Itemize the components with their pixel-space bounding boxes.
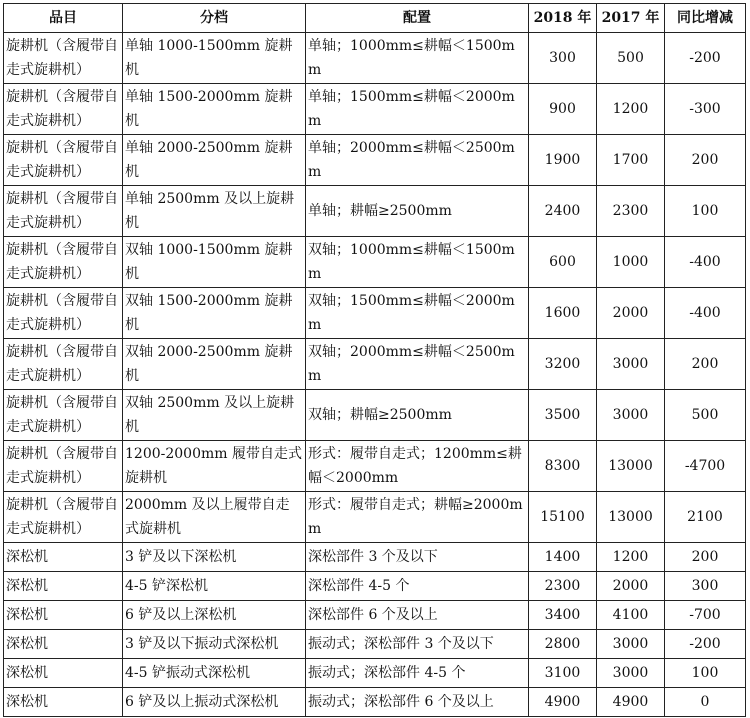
cell-change: -700 [665,601,746,630]
cell-2018: 900 [529,84,597,135]
header-grade: 分档 [123,4,306,33]
cell-config: 双轴；1500mm≤耕幅＜2000mm [306,288,529,339]
cell-grade: 6 铲及以上振动式深松机 [123,688,306,717]
cell-2018: 1600 [529,288,597,339]
cell-change: -200 [665,33,746,84]
cell-2017: 2000 [597,572,665,601]
table-row [4,441,746,492]
table-row [4,237,746,288]
cell-2017: 3000 [597,659,665,688]
cell-2017: 4900 [597,688,665,717]
cell-change: 200 [665,339,746,390]
cell-config: 单轴；1000mm≤耕幅＜1500mm [306,33,529,84]
cell-2017: 13000 [597,492,665,543]
cell-2018: 3200 [529,339,597,390]
cell-2017: 2000 [597,288,665,339]
cell-config: 形式：履带自走式；耕幅≥2000mm [306,492,529,543]
cell-2018: 3400 [529,601,597,630]
table-row [4,288,746,339]
cell-grade: 4-5 铲振动式深松机 [123,659,306,688]
cell-category: 旋耕机（含履带自走式旋耕机） [4,288,123,339]
cell-config: 深松部件 6 个及以上 [306,601,529,630]
cell-2018: 2300 [529,572,597,601]
cell-grade: 2000mm 及以上履带自走式旋耕机 [123,492,306,543]
cell-2017: 3000 [597,630,665,659]
table-row [4,630,746,659]
cell-grade: 双轴 1500-2000mm 旋耕机 [123,288,306,339]
cell-category: 深松机 [4,688,123,717]
cell-config: 深松部件 3 个及以下 [306,543,529,572]
cell-2017: 4100 [597,601,665,630]
cell-2018: 15100 [529,492,597,543]
table-row [4,601,746,630]
cell-category: 深松机 [4,630,123,659]
cell-category: 旋耕机（含履带自走式旋耕机） [4,492,123,543]
cell-2017: 1200 [597,543,665,572]
cell-category: 深松机 [4,572,123,601]
cell-2018: 3500 [529,390,597,441]
table-row [4,543,746,572]
subsidy-table [3,3,746,717]
cell-config: 振动式；深松部件 4-5 个 [306,659,529,688]
cell-config: 单轴；耕幅≥2500mm [306,186,529,237]
cell-category: 旋耕机（含履带自走式旋耕机） [4,186,123,237]
cell-2018: 8300 [529,441,597,492]
cell-change: 100 [665,186,746,237]
cell-grade: 6 铲及以上深松机 [123,601,306,630]
cell-grade: 单轴 1000-1500mm 旋耕机 [123,33,306,84]
cell-2018: 1900 [529,135,597,186]
cell-config: 双轴；2000mm≤耕幅＜2500mm [306,339,529,390]
header-row [4,4,746,33]
cell-change: 100 [665,659,746,688]
cell-grade: 单轴 2000-2500mm 旋耕机 [123,135,306,186]
cell-2017: 3000 [597,339,665,390]
cell-change: 2100 [665,492,746,543]
cell-grade: 1200-2000mm 履带自走式旋耕机 [123,441,306,492]
cell-2018: 300 [529,33,597,84]
cell-2018: 600 [529,237,597,288]
header-2017: 2017 年 [597,4,665,33]
table-row [4,659,746,688]
cell-change: 200 [665,135,746,186]
cell-2018: 2400 [529,186,597,237]
cell-config: 振动式；深松部件 3 个及以下 [306,630,529,659]
cell-change: -400 [665,288,746,339]
cell-config: 单轴；2000mm≤耕幅＜2500mm [306,135,529,186]
cell-category: 旋耕机（含履带自走式旋耕机） [4,339,123,390]
cell-grade: 3 铲及以下振动式深松机 [123,630,306,659]
cell-change: -200 [665,630,746,659]
cell-change: 300 [665,572,746,601]
table-row [4,339,746,390]
cell-category: 深松机 [4,543,123,572]
cell-2018: 3100 [529,659,597,688]
cell-change: -400 [665,237,746,288]
cell-2017: 13000 [597,441,665,492]
cell-2017: 500 [597,33,665,84]
cell-config: 振动式；深松部件 6 个及以上 [306,688,529,717]
cell-category: 旋耕机（含履带自走式旋耕机） [4,390,123,441]
cell-grade: 双轴 2500mm 及以上旋耕机 [123,390,306,441]
cell-config: 形式：履带自走式；1200mm≤耕幅＜2000mm [306,441,529,492]
cell-2018: 4900 [529,688,597,717]
table-row [4,492,746,543]
cell-category: 旋耕机（含履带自走式旋耕机） [4,237,123,288]
cell-category: 深松机 [4,601,123,630]
table-row [4,186,746,237]
cell-category: 旋耕机（含履带自走式旋耕机） [4,441,123,492]
header-config: 配置 [306,4,529,33]
cell-grade: 4-5 铲深松机 [123,572,306,601]
table-row [4,84,746,135]
table-row [4,33,746,84]
cell-config: 单轴；1500mm≤耕幅＜2000mm [306,84,529,135]
cell-change: -300 [665,84,746,135]
cell-grade: 双轴 1000-1500mm 旋耕机 [123,237,306,288]
cell-2018: 1400 [529,543,597,572]
cell-2017: 1000 [597,237,665,288]
cell-2017: 1200 [597,84,665,135]
header-change: 同比增减 [665,4,746,33]
cell-config: 双轴；耕幅≥2500mm [306,390,529,441]
cell-grade: 3 铲及以下深松机 [123,543,306,572]
cell-2018: 2800 [529,630,597,659]
cell-2017: 3000 [597,390,665,441]
table-row [4,688,746,717]
cell-change: -4700 [665,441,746,492]
cell-grade: 单轴 1500-2000mm 旋耕机 [123,84,306,135]
table-row [4,135,746,186]
cell-category: 旋耕机（含履带自走式旋耕机） [4,84,123,135]
cell-change: 500 [665,390,746,441]
cell-config: 深松部件 4-5 个 [306,572,529,601]
header-2018: 2018 年 [529,4,597,33]
cell-change: 200 [665,543,746,572]
cell-2017: 2300 [597,186,665,237]
cell-change: 0 [665,688,746,717]
cell-category: 旋耕机（含履带自走式旋耕机） [4,135,123,186]
cell-grade: 单轴 2500mm 及以上旋耕机 [123,186,306,237]
cell-2017: 1700 [597,135,665,186]
table-row [4,572,746,601]
cell-config: 双轴；1000mm≤耕幅＜1500mm [306,237,529,288]
header-category: 品目 [4,4,123,33]
table-row [4,390,746,441]
cell-grade: 双轴 2000-2500mm 旋耕机 [123,339,306,390]
cell-category: 旋耕机（含履带自走式旋耕机） [4,33,123,84]
cell-category: 深松机 [4,659,123,688]
